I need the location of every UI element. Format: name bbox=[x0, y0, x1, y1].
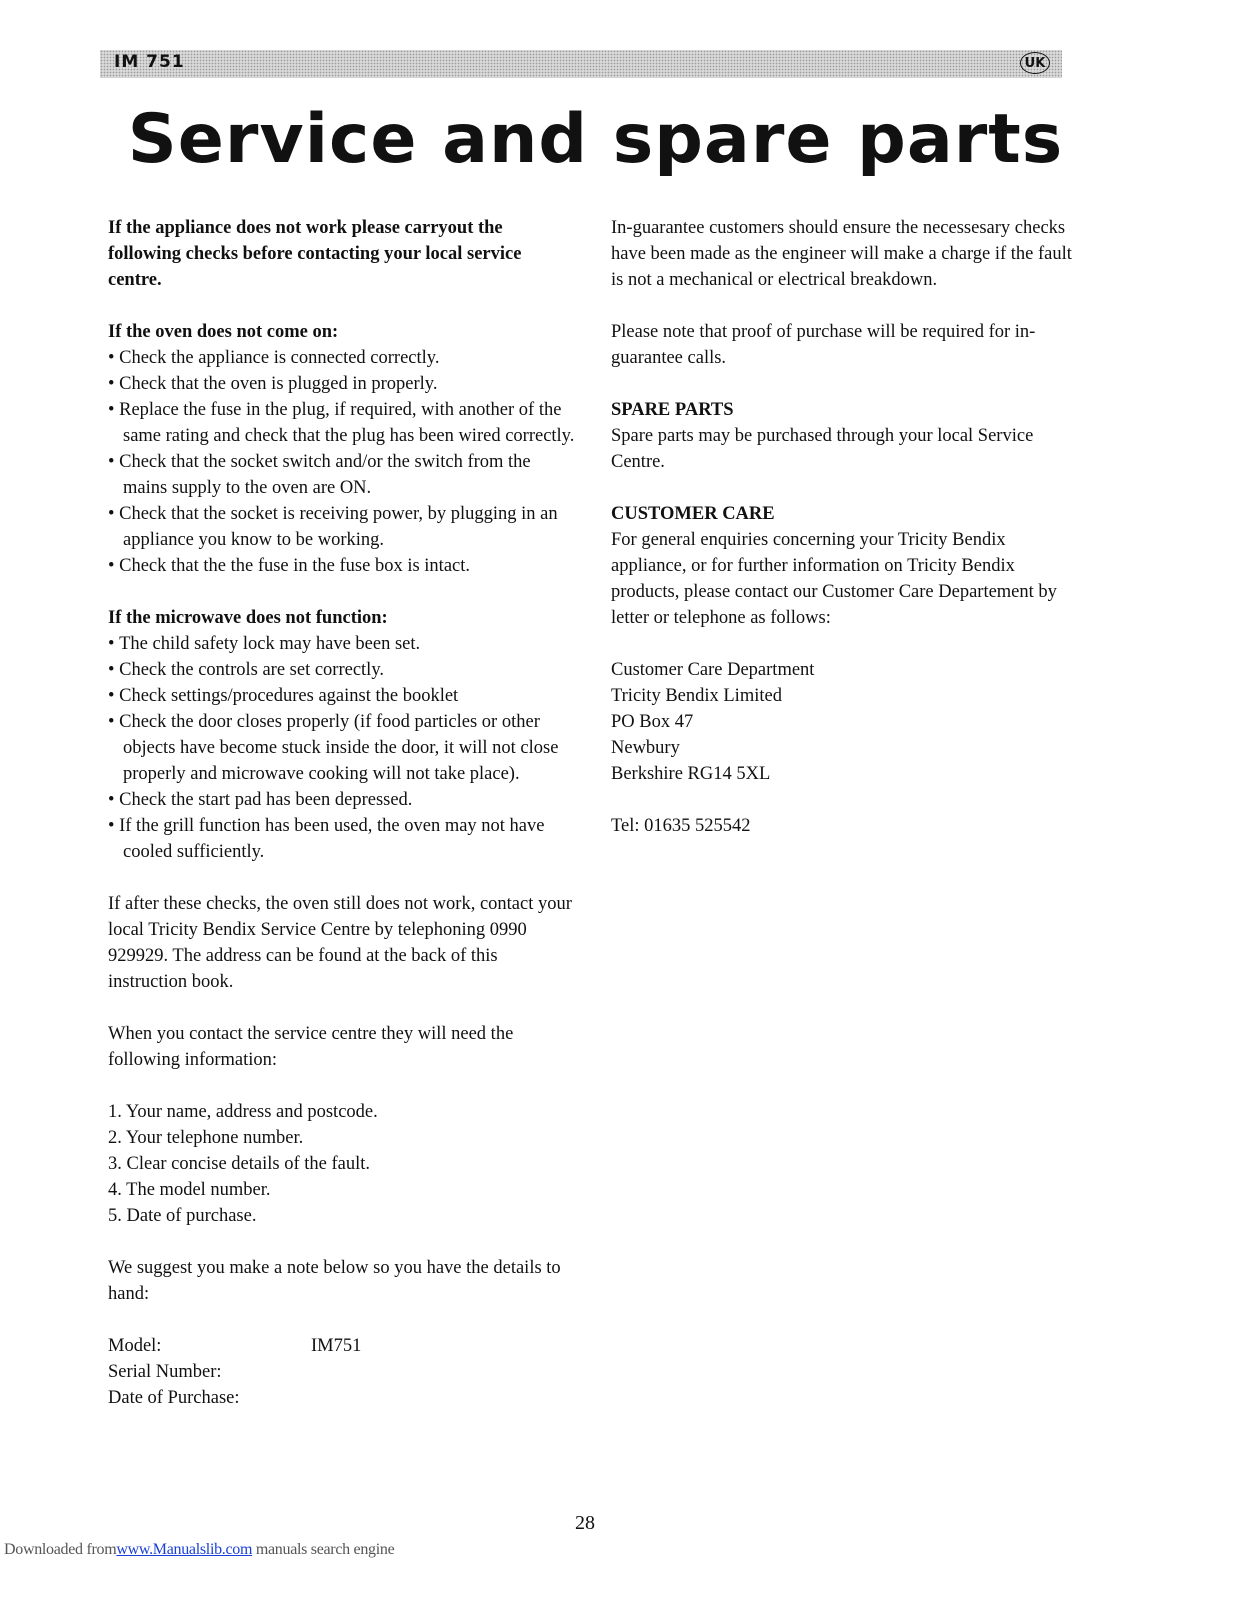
list-item: • Check that the the fuse in the fuse box is intact. bbox=[108, 553, 578, 579]
footer-prefix: Downloaded from bbox=[4, 1541, 117, 1558]
footer-link[interactable]: www.Manualslib.com bbox=[116, 1541, 253, 1558]
spare-parts-heading: SPARE PARTS bbox=[611, 400, 734, 420]
address-line: PO Box 47 bbox=[611, 712, 694, 732]
list-item: • Check that the socket switch and/or the switch from the mains supply to the oven are ON. bbox=[108, 449, 578, 501]
oven-checklist bbox=[108, 345, 578, 579]
address-line: Tricity Bendix Limited bbox=[611, 686, 782, 706]
info-list bbox=[108, 1099, 578, 1229]
spare-parts-text: Spare parts may be purchased through your local Service Centre. bbox=[611, 426, 1034, 472]
page-number: 28 bbox=[575, 1512, 595, 1534]
customer-care-heading: CUSTOMER CARE bbox=[611, 504, 775, 524]
list-item: 4. The model number. bbox=[108, 1180, 271, 1200]
detail-label: Serial Number: bbox=[108, 1362, 222, 1382]
list-item: • Check the door closes properly (if food particles or other objects have become stuck inside the door, it will not close properly and microwave cooking will not take place). bbox=[108, 709, 578, 787]
address-line: Newbury bbox=[611, 738, 680, 758]
list-item: • Check that the oven is plugged in properly. bbox=[108, 371, 578, 397]
microwave-heading: If the microwave does not function: bbox=[108, 608, 388, 628]
detail-row bbox=[108, 1333, 578, 1359]
detail-label: Model: bbox=[108, 1336, 162, 1356]
footer-suffix: manuals search engine bbox=[255, 1541, 395, 1558]
list-item: • If the grill function has been used, the oven may not have cooled sufficiently. bbox=[108, 813, 578, 865]
list-item: • Check that the socket is receiving power, by plugging in an appliance you know to be working. bbox=[108, 501, 578, 553]
address-block bbox=[611, 657, 1081, 787]
detail-value: IM751 bbox=[311, 1336, 362, 1356]
list-item: • Check settings/procedures against the booklet bbox=[108, 683, 578, 709]
detail-row bbox=[108, 1359, 578, 1385]
microwave-checklist bbox=[108, 631, 578, 865]
list-item: 3. Clear concise details of the fault. bbox=[108, 1154, 370, 1174]
guarantee-paragraph: In-guarantee customers should ensure the necessesary checks have been made as the engineer will make a charge if the fault is not a mechanical or electrical breakdown. bbox=[611, 218, 1072, 290]
details-table bbox=[108, 1333, 578, 1411]
page-title: Service and spare parts bbox=[127, 100, 1064, 179]
customer-care-text: For general enquiries concerning your Tricity Bendix appliance, or for further information on Tricity Bendix products, please contact our Customer Care Departement by letter or telephone as follows: bbox=[611, 530, 1057, 628]
right-column bbox=[611, 215, 1081, 839]
model-code: IM 751 bbox=[114, 52, 185, 72]
list-item: 2. Your telephone number. bbox=[108, 1128, 304, 1148]
address-line: Berkshire RG14 5XL bbox=[611, 764, 771, 784]
telephone: Tel: 01635 525542 bbox=[611, 816, 751, 836]
info-intro: When you contact the service centre they will need the following information: bbox=[108, 1024, 514, 1070]
note-intro: We suggest you make a note below so you have the details to hand: bbox=[108, 1258, 561, 1304]
address-line: Customer Care Department bbox=[611, 660, 815, 680]
list-item: • The child safety lock may have been set. bbox=[108, 631, 578, 657]
left-column bbox=[108, 215, 578, 1411]
list-item: 1. Your name, address and postcode. bbox=[108, 1102, 378, 1122]
list-item: 5. Date of purchase. bbox=[108, 1206, 257, 1226]
oven-heading: If the oven does not come on: bbox=[108, 322, 339, 342]
header-bar bbox=[100, 50, 1062, 78]
detail-label: Date of Purchase: bbox=[108, 1388, 240, 1408]
detail-row bbox=[108, 1385, 578, 1411]
list-item: • Check the start pad has been depressed. bbox=[108, 787, 578, 813]
intro-paragraph: If the appliance does not work please carryout the following checks before contacting your local service centre. bbox=[108, 218, 522, 290]
contact-paragraph: If after these checks, the oven still does not work, contact your local Tricity Bendix Service Centre by telephoning 0990 929929. The address can be found at the back of this instruction book. bbox=[108, 894, 572, 992]
list-item: • Check the appliance is connected correctly. bbox=[108, 345, 578, 371]
region-badge: UK bbox=[1020, 52, 1050, 74]
footer bbox=[4, 1541, 394, 1559]
proof-paragraph: Please note that proof of purchase will be required for in-guarantee calls. bbox=[611, 322, 1036, 368]
list-item: • Replace the fuse in the plug, if required, with another of the same rating and check that the plug has been wired correctly. bbox=[108, 397, 578, 449]
list-item: • Check the controls are set correctly. bbox=[108, 657, 578, 683]
